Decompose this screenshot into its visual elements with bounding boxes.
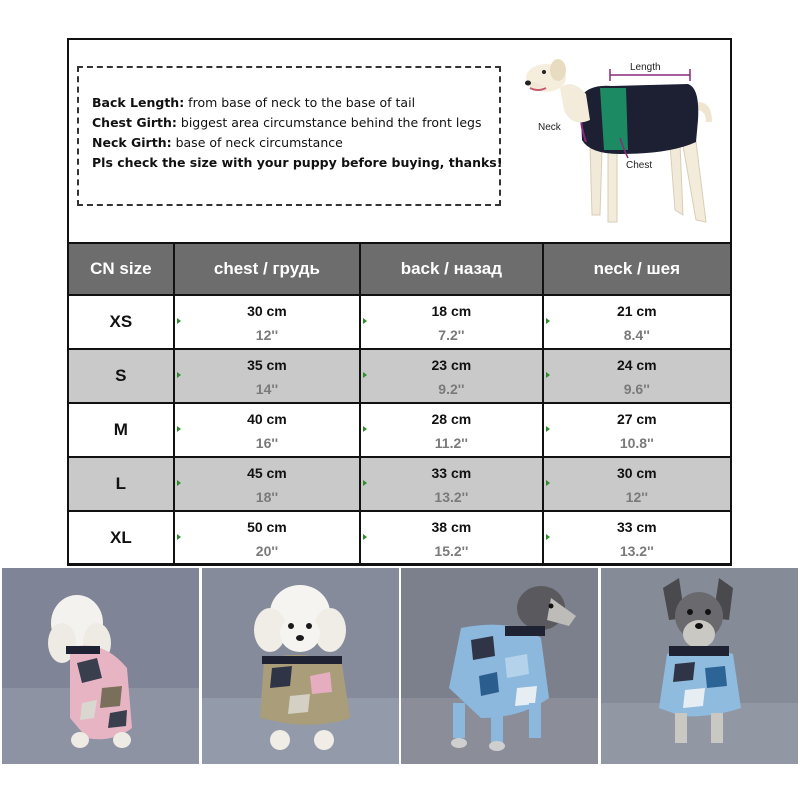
tick-marker — [363, 372, 367, 378]
neck-cell: 30 cm 12'' — [543, 457, 731, 511]
tick-marker — [177, 372, 181, 378]
chest-cell: 30 cm 12'' — [174, 295, 360, 349]
size-cell: XL — [68, 511, 174, 565]
tick-marker — [546, 426, 550, 432]
neck-cell: 21 cm 8.4'' — [543, 295, 731, 349]
table-row — [68, 457, 731, 511]
size-cell: L — [68, 457, 174, 511]
header-size: CN size — [68, 243, 174, 295]
neck-cell: 24 cm 9.6'' — [543, 349, 731, 403]
neck-label: Neck — [538, 122, 561, 133]
measurement-note — [77, 66, 501, 206]
size-cell: XS — [68, 295, 174, 349]
note-check-size: Pls check the size with your puppy before buying, thanks! — [92, 155, 503, 170]
back-cell: 23 cm 9.2'' — [360, 349, 542, 403]
tick-marker — [546, 480, 550, 486]
back-cell: 33 cm 13.2'' — [360, 457, 542, 511]
size-cell: M — [68, 403, 174, 457]
tick-marker — [177, 534, 181, 540]
tick-marker — [363, 534, 367, 540]
note-back-length: Back Length: from base of neck to the base of tail — [92, 95, 416, 110]
header-back: back / назад — [360, 243, 542, 295]
tick-marker — [546, 534, 550, 540]
tick-marker — [177, 318, 181, 324]
chest-cell: 40 cm 16'' — [174, 403, 360, 457]
size-cell: S — [68, 349, 174, 403]
photo-schnauzer-front — [601, 568, 798, 764]
tick-marker — [546, 318, 550, 324]
tick-marker — [546, 372, 550, 378]
back-cell: 28 cm 11.2'' — [360, 403, 542, 457]
chest-cell: 35 cm 14'' — [174, 349, 360, 403]
tick-marker — [363, 480, 367, 486]
header-neck: neck / шея — [543, 243, 731, 295]
table-row — [68, 403, 731, 457]
table-row — [68, 295, 731, 349]
table-row — [68, 349, 731, 403]
chest-cell: 50 cm 20'' — [174, 511, 360, 565]
table-row — [68, 511, 731, 565]
neck-cell: 33 cm 13.2'' — [543, 511, 731, 565]
table-header-row — [68, 243, 731, 295]
note-neck-girth: Neck Girth: base of neck circumstance — [92, 135, 343, 150]
tick-marker — [177, 426, 181, 432]
tick-marker — [177, 480, 181, 486]
tick-marker — [363, 318, 367, 324]
length-label: Length — [630, 62, 661, 73]
photo-poodle-front — [202, 568, 399, 764]
neck-cell: 27 cm 10.8'' — [543, 403, 731, 457]
chest-cell: 45 cm 18'' — [174, 457, 360, 511]
tick-marker — [363, 426, 367, 432]
note-chest-girth: Chest Girth: biggest area circumstance behind the front legs — [92, 115, 482, 130]
size-table — [67, 242, 732, 566]
back-cell: 38 cm 15.2'' — [360, 511, 542, 565]
back-cell: 18 cm 7.2'' — [360, 295, 542, 349]
dog-measurement-diagram — [520, 50, 725, 235]
chest-label: Chest — [626, 160, 653, 171]
header-chest: chest / грудь — [174, 243, 360, 295]
photo-poodle-back — [2, 568, 199, 764]
photo-schnauzer-side — [401, 568, 598, 764]
